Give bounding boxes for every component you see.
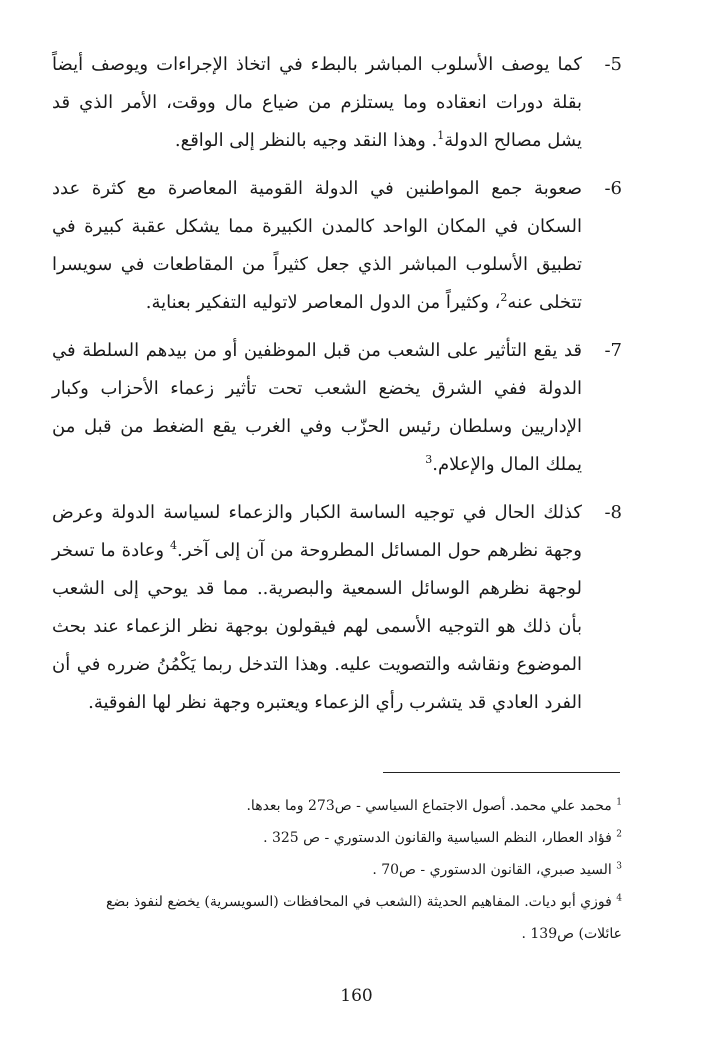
item-number: -7	[604, 340, 622, 361]
list-item	[52, 494, 622, 722]
list-item	[52, 46, 622, 160]
list-item	[52, 332, 622, 484]
footnote-ref: 3	[425, 453, 433, 466]
list-item	[52, 170, 622, 322]
item-text: كما يوصف الأسلوب المباشر بالبطء في اتخاذ الإجراءات ويوصف أيضاً بقلة دورات انعقاده وما يستلزم من ضياع مال ووقت، الأمر الذي قد يشل مصالح الدولة$^1$. وهذا النقد وجيه بالنظر إلى الواقع.	[52, 54, 582, 151]
footnote: $^2$ فؤاد العطار، النظم السياسية والقانون الدستوري - ص 325 .	[263, 829, 622, 846]
footnote-number: 3	[616, 861, 622, 872]
item-number: -8	[604, 502, 622, 523]
footnote-number: 4	[616, 893, 622, 904]
page-number: 160	[340, 986, 373, 1006]
item-number: -6	[604, 178, 622, 199]
footnote: $^4$ فوزي أبو ديات. المفاهيم الحديثة (الشعب في المحافظات (السويسرية) يخضع لنفوذ بضع عائلات) ص139 .	[105, 893, 622, 942]
footnote-ref: 1	[437, 129, 445, 142]
footnote: $^1$ محمد علي محمد. أصول الاجتماع السياسي - ص273 وما بعدها.	[246, 797, 622, 814]
footnote-ref: 2	[500, 291, 508, 304]
footnote-number: 2	[616, 829, 622, 840]
item-number: -5	[604, 54, 622, 75]
footnote-ref: 4	[169, 539, 177, 552]
footnote-separator	[383, 772, 620, 773]
item-text: قد يقع التأثير على الشعب من قبل الموظفين أو من بيدهم السلطة في الدولة ففي الشرق يخضع الشعب تحت تأثير زعماء الأحزاب وكبار الإداريين وسلطان رئيس الحزّب وفي الغرب يقع الضغط من قبل من يملك المال والإعلام.$^3$	[52, 340, 582, 475]
item-text: كذلك الحال في توجيه الساسة الكبار والزعماء لسياسة الدولة وعرض وجهة نظرهم حول المسائل المطروحة من آن إلى آخر.$^4$ وعادة ما تسخر لوجهة نظرهم الوسائل السمعية والبصرية.. مما قد يوحي إلى الشعب بأن ذلك هو التوجيه الأسمى لهم فيقولون بوجهة نظر الزعماء عند بحث الموضوع ونقاشه والتصويت عليه. وهذا التدخل ربما يَكْمُنُ ضرره في أن الفرد العادي قد يتشرب رأي الزعماء ويعتبره وجهة نظر لها الفوقية.	[52, 502, 582, 713]
footnotes	[60, 790, 622, 950]
body-text	[52, 46, 622, 732]
item-text: صعوبة جمع المواطنين في الدولة القومية المعاصرة مع كثرة عدد السكان في المكان الواحد كالمدن الكبيرة مما يشكل عقبة كبيرة في تطبيق الأسلوب المباشر الذي جعل كثيراً من المقاطعات في سويسرا تتخلى عنه$^2$، وكثيراً من الدول المعاصر لاتوليه التفكير بعناية.	[52, 178, 582, 313]
footnote: $^3$ السيد صبري، القانون الدستوري - ص70 .	[372, 861, 622, 878]
footnote-number: 1	[616, 797, 622, 808]
